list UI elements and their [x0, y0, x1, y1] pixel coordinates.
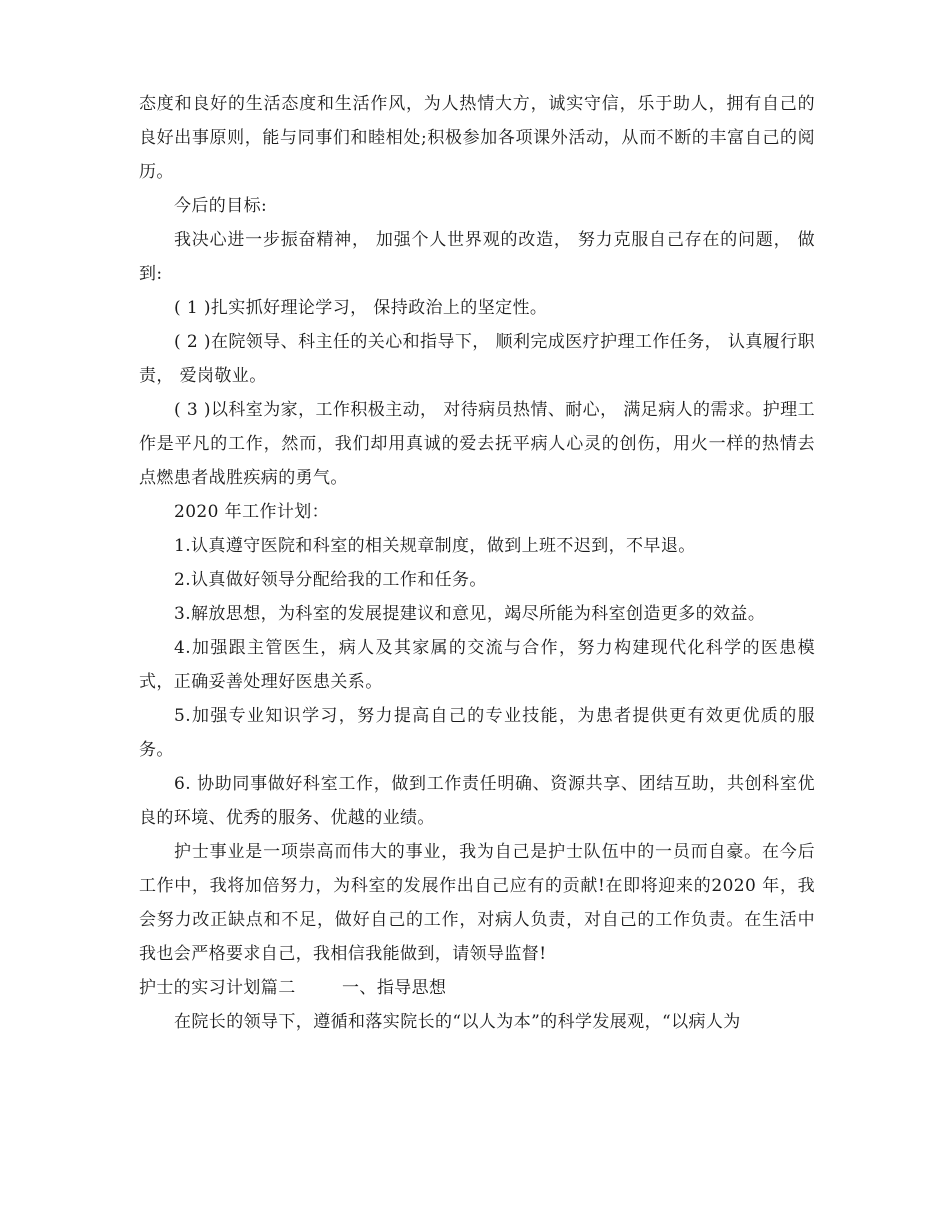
paragraph-13: 6. 协助同事做好科室工作，做到工作责任明确、资源共享、团结互助，共创科室优良的环境、优秀的服务、优越的业绩。 — [139, 774, 815, 828]
paragraph-7: 2020 年工作计划： — [174, 502, 330, 522]
paragraph-1: 态度和良好的生活态度和生活作风，为人热情大方，诚实守信，乐于助人，拥有自己的良好出事原则，能与同事们和睦相处;积极参加各项课外活动，从而不断的丰富自己的阅历。 — [139, 94, 815, 182]
paragraph-final: 在院长的领导下，遵循和落实院长的“以人为本”的科学发展观，“以病人为 — [174, 1012, 741, 1032]
paragraph-4: ( 1 )扎实抓好理论学习， 保持政治上的坚定性。 — [174, 298, 548, 318]
paragraph-9: 2.认真做好领导分配给我的工作和任务。 — [174, 570, 487, 590]
paragraph-5: ( 2 )在院领导、科主任的关心和指导下， 顺利完成医疗护理工作任务， 认真履行职责， 爱岗敬业。 — [139, 332, 815, 386]
document-body — [139, 87, 815, 1039]
paragraph-3: 我决心进一步振奋精神， 加强个人世界观的改造， 努力克服自己存在的问题， 做到: — [139, 230, 815, 284]
paragraph-6: ( 3 )以科室为家，工作积极主动， 对待病员热情、耐心， 满足病人的需求。护理工作是平凡的工作，然而，我们却用真诚的爱去抚平病人心灵的创伤，用火一样的热情去点燃患者战胜疾病的勇气。 — [139, 400, 815, 488]
paragraph-14: 护士事业是一项崇高而伟大的事业，我为自己是护士队伍中的一员而自豪。在今后工作中，我将加倍努力，为科室的发展作出自己应有的贡献!在即将迎来的2020 年，我会努力改正缺点和不足，做好自己的工作，对病人负责，对自己的工作负责。在生活中我也会严格要求自己，我相信我能做到，请领导监督! — [139, 842, 815, 964]
paragraph-12: 5.加强专业知识学习，努力提高自己的专业技能，为患者提供更有效更优质的服务。 — [139, 706, 815, 760]
section-heading: 护士的实习计划篇二 一、指导思想 — [139, 978, 447, 998]
paragraph-8: 1.认真遵守医院和科室的相关规章制度，做到上班不迟到，不早退。 — [174, 536, 696, 556]
paragraph-2: 今后的目标: — [174, 196, 268, 216]
paragraph-10: 3.解放思想，为科室的发展提建议和意见，竭尽所能为科室创造更多的效益。 — [174, 604, 766, 624]
paragraph-11: 4.加强跟主管医生，病人及其家属的交流与合作，努力构建现代化科学的医患模式，正确妥善处理好医患关系。 — [139, 638, 815, 692]
